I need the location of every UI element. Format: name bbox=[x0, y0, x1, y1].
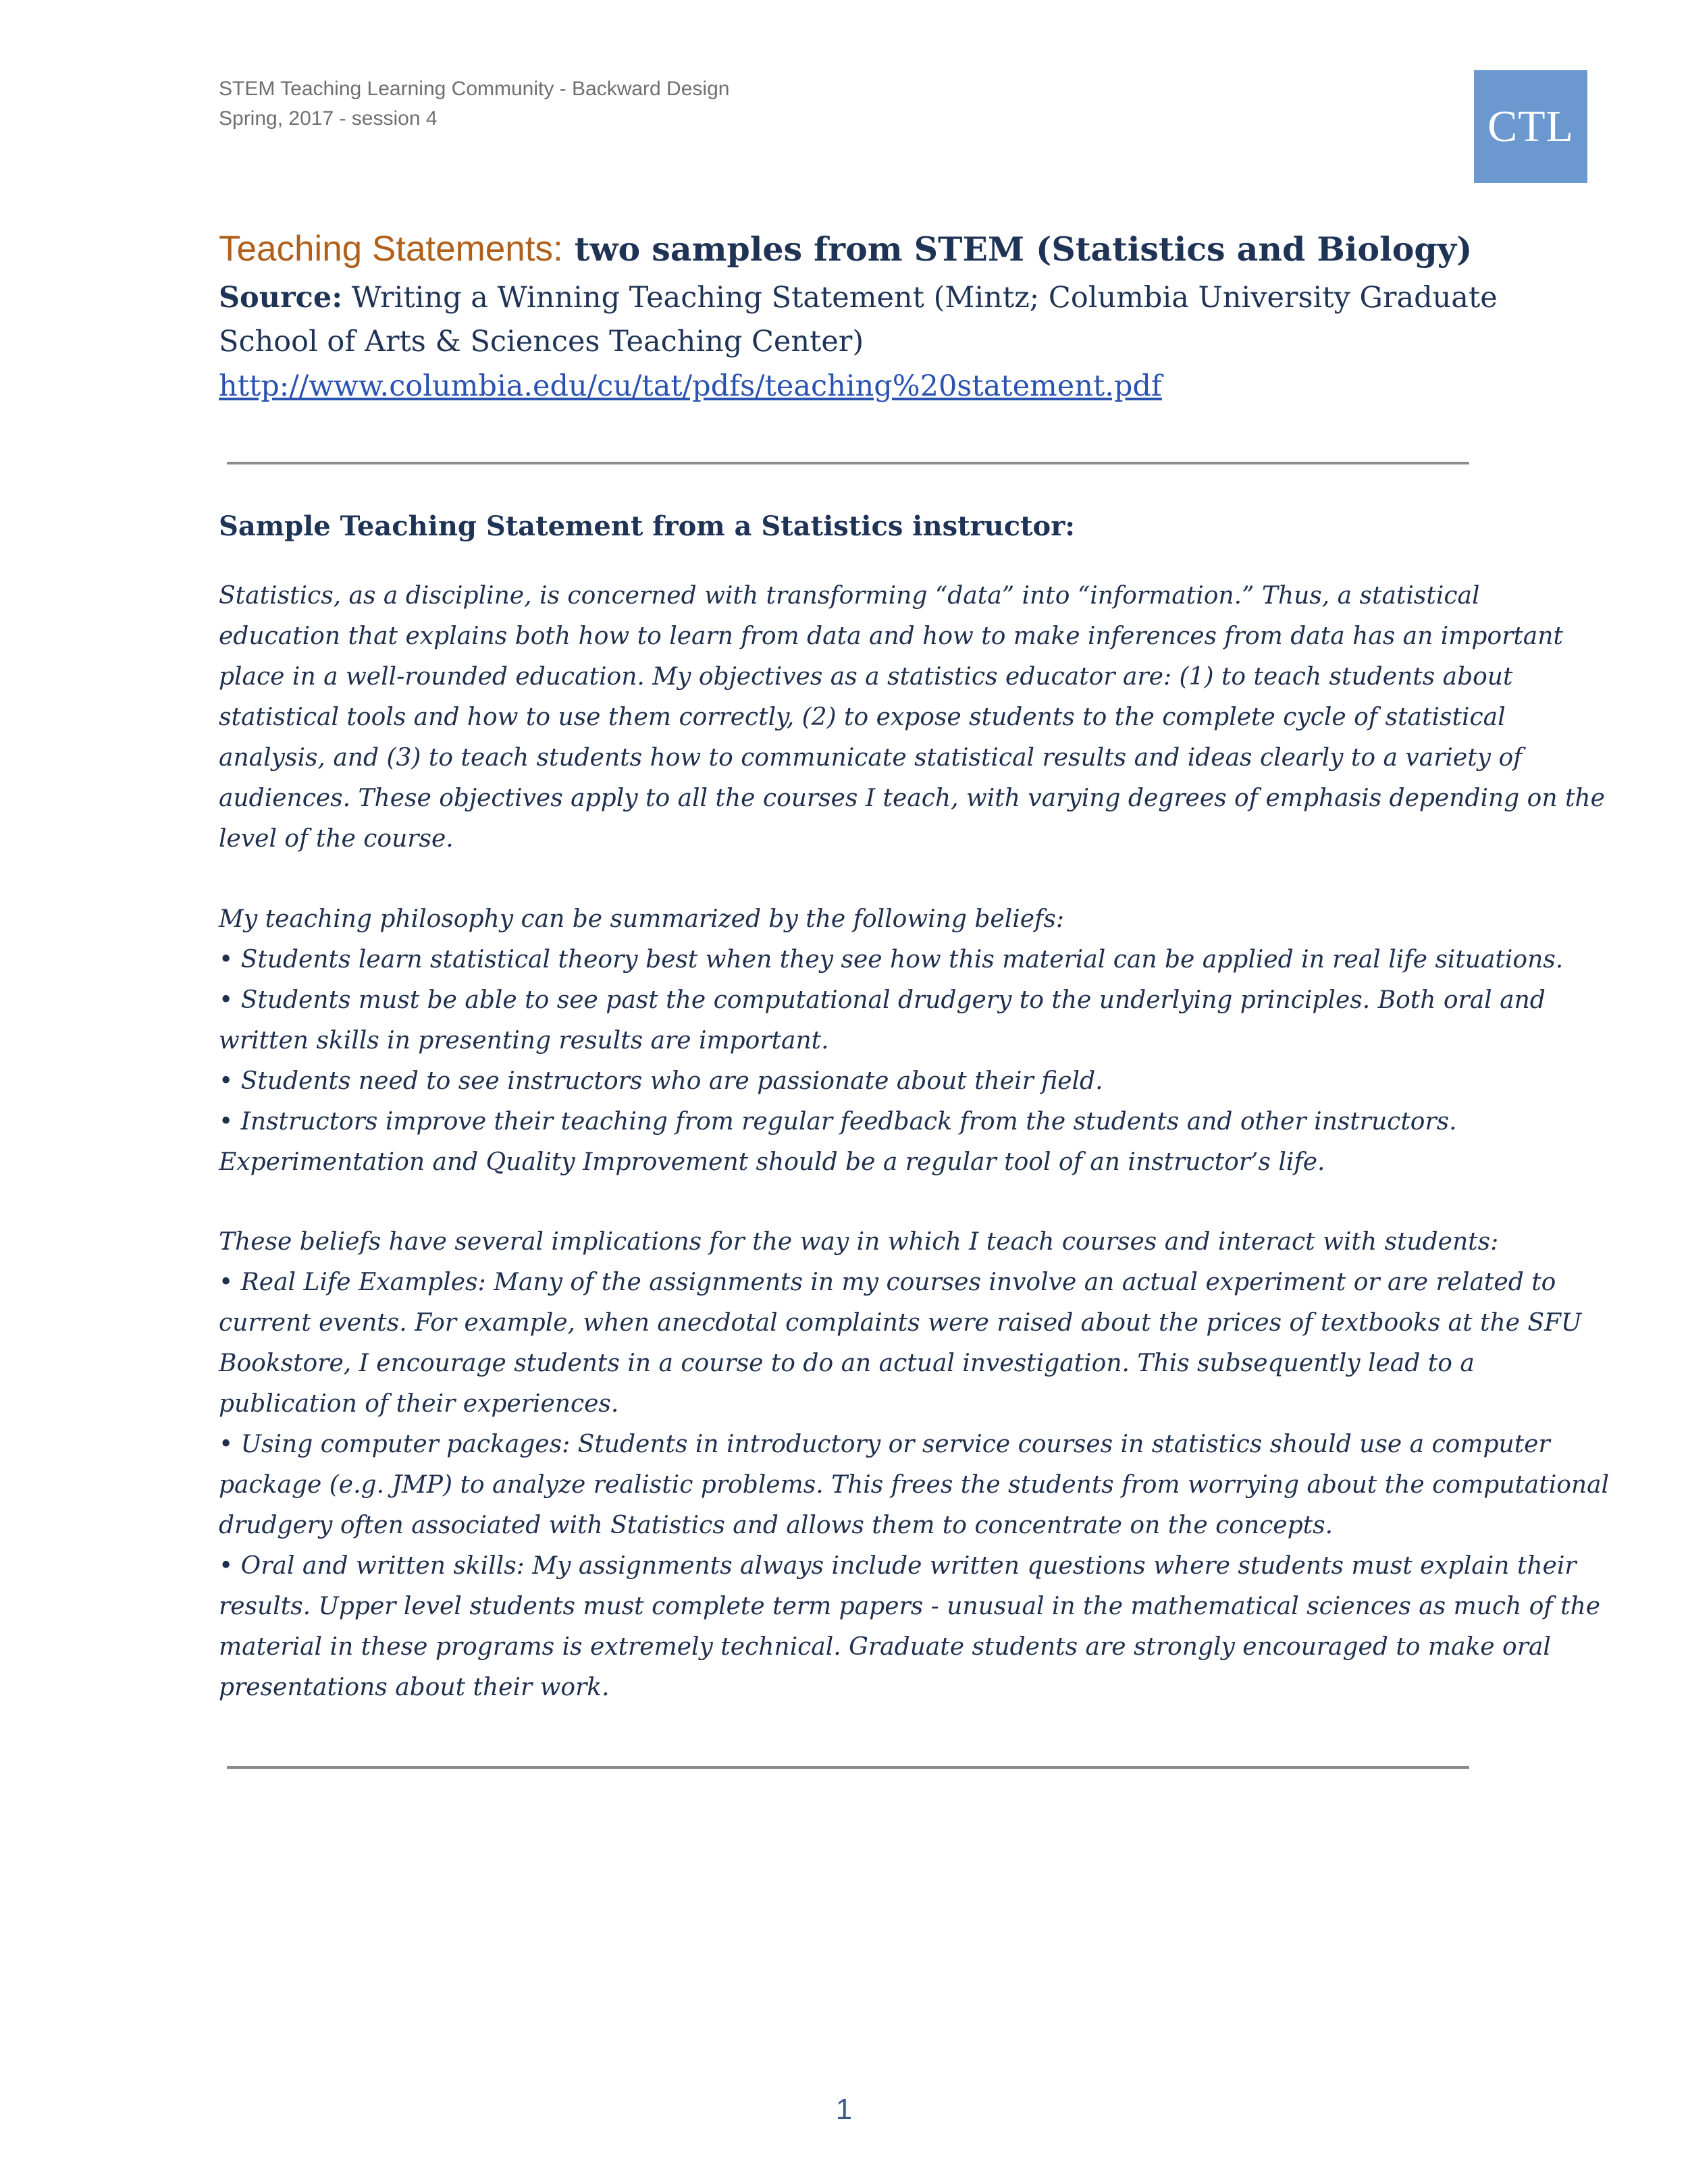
bullet-item: • Real Life Examples: Many of the assignments in my courses involve an actual experiment or are related to bbox=[219, 1269, 1556, 1296]
page-title bbox=[219, 224, 1472, 274]
text-line: publication of their experiences. bbox=[219, 1390, 619, 1418]
section-heading: Sample Teaching Statement from a Statistics instructor: bbox=[219, 510, 1076, 542]
source-label: Source: bbox=[219, 281, 343, 315]
bullet-item: • Students learn statistical theory best when they see how this material can be applied in real life situations. bbox=[219, 946, 1564, 974]
text-line: audiences. These objectives apply to all the courses I teach, with varying degrees of emphasis depending on the bbox=[219, 784, 1605, 812]
title-rest: two samples from STEM (Statistics and Biology) bbox=[562, 230, 1473, 269]
text-line: place in a well-rounded education. My objectives as a statistics educator are: (1) to teach students about bbox=[219, 663, 1513, 691]
text-line: analysis, and (3) to teach students how to communicate statistical results and ideas clearly to a variety of bbox=[219, 744, 1523, 772]
ctl-logo: CTL bbox=[1474, 70, 1587, 183]
text-line: level of the course. bbox=[219, 825, 454, 853]
text-line: material in these programs is extremely technical. Graduate students are strongly encouraged to make oral bbox=[219, 1633, 1551, 1661]
bullet-item: • Instructors improve their teaching from regular feedback from the students and other instructors. bbox=[219, 1108, 1457, 1136]
text-line: drudgery often associated with Statistics and allows them to concentrate on the concepts. bbox=[219, 1512, 1334, 1539]
source-line-1: Writing a Winning Teaching Statement (Mintz; Columbia University Graduate bbox=[342, 281, 1498, 315]
header-session: Spring, 2017 - session 4 bbox=[219, 107, 438, 130]
text-line: current events. For example, when anecdotal complaints were raised about the prices of textbooks at the SFU bbox=[219, 1309, 1582, 1337]
text-line: written skills in presenting results are important. bbox=[219, 1027, 829, 1055]
bullet-item: • Students must be able to see past the computational drudgery to the underlying principles. Both oral and bbox=[219, 986, 1546, 1014]
bullet-item: • Using computer packages: Students in introductory or service courses in statistics should use a computer bbox=[219, 1431, 1550, 1458]
paragraph-objectives bbox=[219, 576, 1605, 859]
text-line: education that explains both how to learn from data and how to make inferences from data has an important bbox=[219, 622, 1563, 650]
text-line: results. Upper level students must complete term papers - unusual in the mathematical sciences as much of the bbox=[219, 1593, 1601, 1620]
source-citation bbox=[219, 276, 1502, 364]
source-link[interactable]: http://www.columbia.edu/cu/tat/pdfs/teaching%20statement.pdf bbox=[219, 369, 1162, 403]
paragraph-beliefs bbox=[219, 899, 1564, 1183]
text-line: statistical tools and how to use them correctly, (2) to expose students to the complete cycle of statistical bbox=[219, 703, 1506, 731]
text-line: My teaching philosophy can be summarized by the following beliefs: bbox=[219, 905, 1064, 933]
page-number: 1 bbox=[835, 2093, 853, 2126]
text-line: These beliefs have several implications for the way in which I teach courses and interact with students: bbox=[219, 1228, 1499, 1256]
text-line: Experimentation and Quality Improvement should be a regular tool of an instructor’s life. bbox=[219, 1148, 1325, 1176]
bullet-item: • Students need to see instructors who are passionate about their field. bbox=[219, 1067, 1103, 1095]
bullet-item: • Oral and written skills: My assignments always include written questions where students must explain their bbox=[219, 1552, 1577, 1580]
header-course-title: STEM Teaching Learning Community - Backward Design bbox=[219, 78, 730, 100]
divider-bottom bbox=[227, 1766, 1469, 1769]
paragraph-implications bbox=[219, 1222, 1610, 1708]
title-accent: Teaching Statements: bbox=[219, 229, 563, 269]
divider-top bbox=[227, 462, 1469, 464]
text-line: package (e.g. JMP) to analyze realistic problems. This frees the students from worrying about the computational bbox=[219, 1471, 1610, 1499]
text-line: presentations about their work. bbox=[219, 1674, 610, 1701]
text-line: Statistics, as a discipline, is concerned with transforming “data” into “information.” Thus, a statistical bbox=[219, 582, 1480, 610]
text-line: Bookstore, I encourage students in a course to do an actual investigation. This subsequently lead to a bbox=[219, 1350, 1475, 1377]
source-line-2: School of Arts & Sciences Teaching Center) bbox=[219, 325, 864, 358]
